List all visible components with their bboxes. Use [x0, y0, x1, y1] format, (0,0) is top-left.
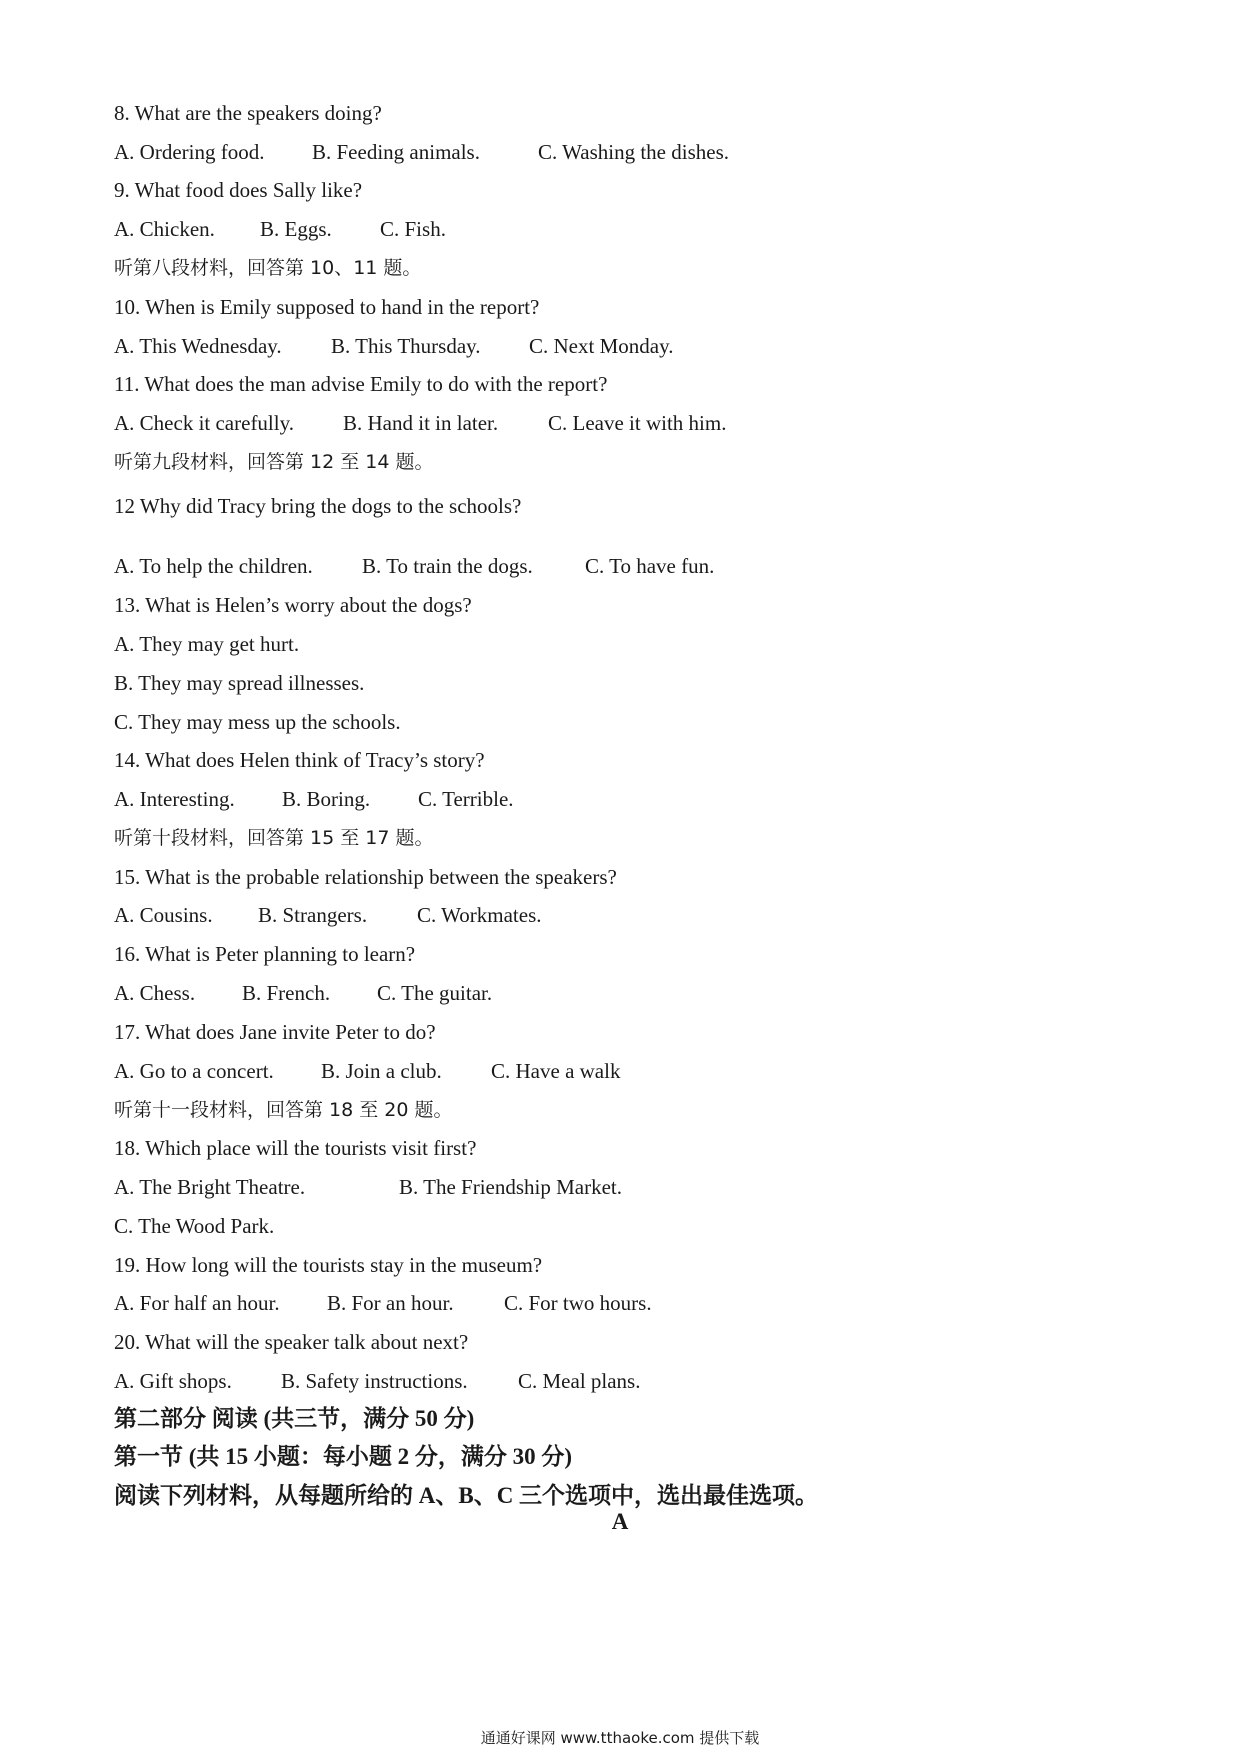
option-text: A. This Wednesday.	[114, 334, 282, 358]
question-line: 13. What is Helen’s worry about the dogs?	[114, 593, 472, 617]
part-heading: 阅读下列材料，从每题所给的 A、B、C 三个选项中，选出最佳选项。	[114, 1483, 819, 1508]
question-line: 11. What does the man advise Emily to do with the report?	[114, 372, 608, 396]
section-instruction: 听第八段材料，回答第 10、11 题。	[114, 257, 422, 279]
option-text: B. For an hour.	[327, 1291, 454, 1315]
option-text: A. The Bright Theatre.	[114, 1175, 306, 1199]
question-line: 9. What food does Sally like?	[114, 178, 363, 202]
question-line: 15. What is the probable relationship between the speakers?	[114, 865, 617, 889]
option-text: A. Check it carefully.	[114, 411, 294, 435]
option-text: A. Ordering food.	[114, 140, 265, 164]
option-text: A. Chess.	[114, 981, 196, 1005]
option-text: A. Cousins.	[114, 903, 213, 927]
part-heading: 第二部分 阅读 (共三节，满分 50 分)	[114, 1406, 475, 1431]
page-footer: 通通好课网 www.tthaoke.com 提供下载	[480, 1729, 760, 1747]
question-line: 8. What are the speakers doing?	[114, 101, 382, 125]
question-line: 10. When is Emily supposed to hand in the report?	[114, 295, 540, 319]
question-line: C. The Wood Park.	[114, 1214, 275, 1238]
part-heading: 第一节 (共 15 小题：每小题 2 分，满分 30 分)	[114, 1444, 573, 1469]
question-line: 18. Which place will the tourists visit first?	[114, 1136, 477, 1160]
section-instruction: 听第十段材料，回答第 15 至 17 题。	[114, 827, 434, 849]
option-text: A. Chicken.	[114, 217, 215, 241]
question-line: 14. What does Helen think of Tracy’s story?	[114, 748, 485, 772]
option-text: B. This Thursday.	[331, 334, 481, 358]
option-text: C. Terrible.	[418, 787, 514, 811]
question-line: 17. What does Jane invite Peter to do?	[114, 1020, 436, 1044]
option-text: B. Feeding animals.	[312, 140, 480, 164]
option-text: C. Have a walk	[491, 1059, 621, 1083]
option-text: A. To help the children.	[114, 554, 313, 578]
question-line: B. They may spread illnesses.	[114, 671, 365, 695]
option-text: B. Hand it in later.	[343, 411, 499, 435]
section-instruction: 听第九段材料，回答第 12 至 14 题。	[114, 451, 434, 473]
option-text: B. Boring.	[282, 787, 371, 811]
option-text: C. Next Monday.	[529, 334, 674, 358]
option-text: C. The guitar.	[377, 981, 493, 1005]
option-text: B. To train the dogs.	[362, 554, 533, 578]
question-line: 12 Why did Tracy bring the dogs to the schools?	[114, 494, 522, 518]
option-text: A. Interesting.	[114, 787, 235, 811]
option-text: A. Go to a concert.	[114, 1059, 274, 1083]
passage-label: A	[611, 1509, 629, 1534]
option-text: C. For two hours.	[504, 1291, 652, 1315]
option-text: C. Workmates.	[417, 903, 542, 927]
question-line: C. They may mess up the schools.	[114, 710, 401, 734]
option-text: C. Leave it with him.	[548, 411, 727, 435]
question-line: 20. What will the speaker talk about next?	[114, 1330, 469, 1354]
option-text: B. Join a club.	[321, 1059, 442, 1083]
option-text: A. For half an hour.	[114, 1291, 280, 1315]
option-text: C. Meal plans.	[518, 1369, 641, 1393]
option-text: B. French.	[242, 981, 331, 1005]
option-text: A. Gift shops.	[114, 1369, 232, 1393]
section-instruction: 听第十一段材料，回答第 18 至 20 题。	[114, 1099, 453, 1121]
option-text: C. Fish.	[380, 217, 446, 241]
question-line: 16. What is Peter planning to learn?	[114, 942, 416, 966]
question-line: A. They may get hurt.	[114, 632, 300, 656]
option-text: B. Strangers.	[258, 903, 368, 927]
question-line: 19. How long will the tourists stay in the museum?	[114, 1253, 543, 1277]
option-text: B. Safety instructions.	[281, 1369, 468, 1393]
option-text: B. Eggs.	[260, 217, 332, 241]
option-text: C. To have fun.	[585, 554, 715, 578]
option-text: C. Washing the dishes.	[538, 140, 729, 164]
option-text: B. The Friendship Market.	[399, 1175, 623, 1199]
